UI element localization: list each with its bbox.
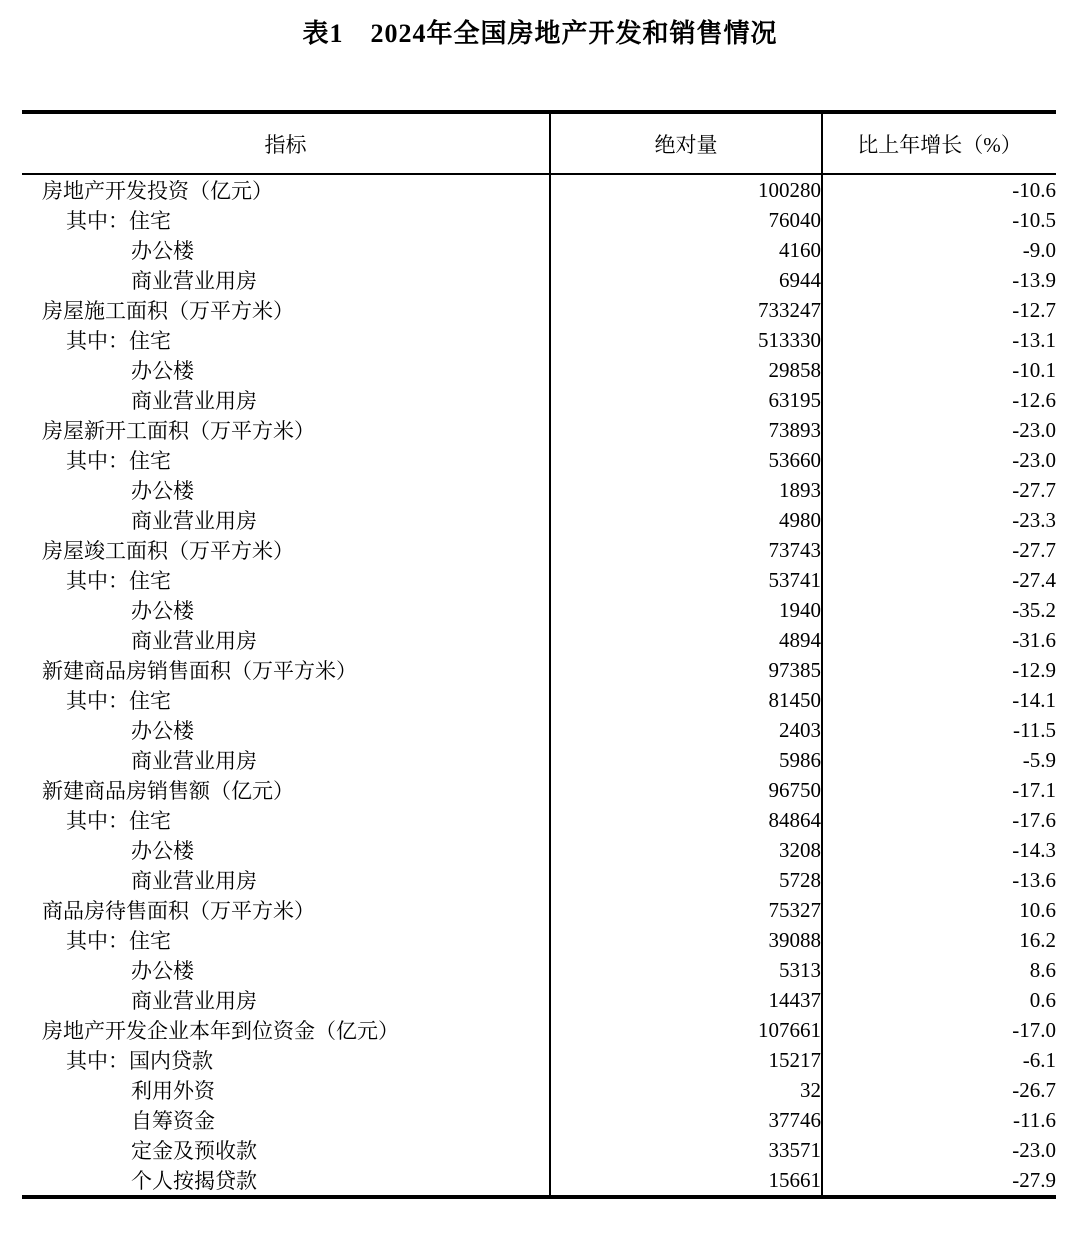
indicator-cell: 商业营业用房 bbox=[131, 989, 257, 1013]
absolute-value-cell: 37746 bbox=[550, 1105, 822, 1135]
table-row bbox=[22, 415, 1056, 445]
header-row bbox=[22, 112, 1056, 174]
absolute-value-cell: 73743 bbox=[550, 535, 822, 565]
absolute-value-cell: 4980 bbox=[550, 505, 822, 535]
growth-value-cell: -23.3 bbox=[822, 505, 1056, 535]
indicator-cell: 自筹资金 bbox=[131, 1109, 215, 1133]
table-body bbox=[22, 174, 1056, 1197]
absolute-value-cell: 39088 bbox=[550, 925, 822, 955]
indicator-cell: 利用外资 bbox=[131, 1079, 215, 1103]
indicator-cell: 其中：住宅 bbox=[66, 209, 171, 233]
table-row bbox=[22, 355, 1056, 385]
table-row bbox=[22, 655, 1056, 685]
table-row bbox=[22, 174, 1056, 205]
indicator-cell: 商业营业用房 bbox=[131, 389, 257, 413]
absolute-value-cell: 5313 bbox=[550, 955, 822, 985]
table-row bbox=[22, 505, 1056, 535]
indicator-cell: 个人按揭贷款 bbox=[131, 1169, 257, 1193]
indicator-cell: 办公楼 bbox=[131, 599, 194, 623]
growth-value-cell: -9.0 bbox=[822, 235, 1056, 265]
growth-value-cell: 0.6 bbox=[822, 985, 1056, 1015]
growth-value-cell: -12.9 bbox=[822, 655, 1056, 685]
indicator-cell: 其中：住宅 bbox=[66, 689, 171, 713]
absolute-value-cell: 33571 bbox=[550, 1135, 822, 1165]
indicator-cell: 其中：住宅 bbox=[66, 329, 171, 353]
absolute-value-cell: 75327 bbox=[550, 895, 822, 925]
table-row bbox=[22, 745, 1056, 775]
indicator-cell: 商品房待售面积（万平方米） bbox=[42, 899, 315, 923]
indicator-cell: 房屋新开工面积（万平方米） bbox=[42, 419, 315, 443]
table-row bbox=[22, 955, 1056, 985]
absolute-value-cell: 5728 bbox=[550, 865, 822, 895]
growth-value-cell: -12.7 bbox=[822, 295, 1056, 325]
table-row bbox=[22, 265, 1056, 295]
absolute-value-cell: 6944 bbox=[550, 265, 822, 295]
absolute-value-cell: 107661 bbox=[550, 1015, 822, 1045]
indicator-cell: 商业营业用房 bbox=[131, 269, 257, 293]
growth-value-cell: -13.9 bbox=[822, 265, 1056, 295]
absolute-value-cell: 4894 bbox=[550, 625, 822, 655]
table-row bbox=[22, 625, 1056, 655]
absolute-value-cell: 4160 bbox=[550, 235, 822, 265]
growth-value-cell: -5.9 bbox=[822, 745, 1056, 775]
growth-value-cell: -17.1 bbox=[822, 775, 1056, 805]
indicator-cell: 定金及预收款 bbox=[131, 1139, 257, 1163]
table-row bbox=[22, 535, 1056, 565]
growth-value-cell: -23.0 bbox=[822, 445, 1056, 475]
table-row bbox=[22, 595, 1056, 625]
indicator-cell: 新建商品房销售额（亿元） bbox=[42, 779, 294, 803]
indicator-cell: 商业营业用房 bbox=[131, 869, 257, 893]
growth-value-cell: -10.6 bbox=[822, 174, 1056, 205]
table-row bbox=[22, 775, 1056, 805]
table-row bbox=[22, 385, 1056, 415]
table-row bbox=[22, 865, 1056, 895]
growth-value-cell: -6.1 bbox=[822, 1045, 1056, 1075]
indicator-cell: 房屋施工面积（万平方米） bbox=[42, 299, 294, 323]
table-row bbox=[22, 1075, 1056, 1105]
growth-value-cell: 8.6 bbox=[822, 955, 1056, 985]
column-header-growth: 比上年增长（%） bbox=[822, 112, 1056, 174]
indicator-cell: 其中：住宅 bbox=[66, 929, 171, 953]
growth-value-cell: -17.6 bbox=[822, 805, 1056, 835]
table-row bbox=[22, 1045, 1056, 1075]
table-row bbox=[22, 445, 1056, 475]
absolute-value-cell: 73893 bbox=[550, 415, 822, 445]
absolute-value-cell: 32 bbox=[550, 1075, 822, 1105]
column-header-indicator: 指标 bbox=[22, 112, 550, 174]
growth-value-cell: -31.6 bbox=[822, 625, 1056, 655]
table-row bbox=[22, 1105, 1056, 1135]
absolute-value-cell: 76040 bbox=[550, 205, 822, 235]
table-row bbox=[22, 325, 1056, 355]
absolute-value-cell: 29858 bbox=[550, 355, 822, 385]
absolute-value-cell: 100280 bbox=[550, 174, 822, 205]
growth-value-cell: -11.6 bbox=[822, 1105, 1056, 1135]
absolute-value-cell: 513330 bbox=[550, 325, 822, 355]
column-header-absolute: 绝对量 bbox=[550, 112, 822, 174]
indicator-cell: 新建商品房销售面积（万平方米） bbox=[42, 659, 357, 683]
absolute-value-cell: 15661 bbox=[550, 1165, 822, 1197]
absolute-value-cell: 53660 bbox=[550, 445, 822, 475]
table-row bbox=[22, 895, 1056, 925]
table-row bbox=[22, 565, 1056, 595]
growth-value-cell: -17.0 bbox=[822, 1015, 1056, 1045]
absolute-value-cell: 5986 bbox=[550, 745, 822, 775]
indicator-cell: 商业营业用房 bbox=[131, 749, 257, 773]
indicator-cell: 办公楼 bbox=[131, 359, 194, 383]
table-row bbox=[22, 925, 1056, 955]
table-row bbox=[22, 805, 1056, 835]
table-row bbox=[22, 985, 1056, 1015]
table-row bbox=[22, 1135, 1056, 1165]
growth-value-cell: -23.0 bbox=[822, 415, 1056, 445]
table-row bbox=[22, 1015, 1056, 1045]
absolute-value-cell: 84864 bbox=[550, 805, 822, 835]
indicator-cell: 其中：住宅 bbox=[66, 569, 171, 593]
growth-value-cell: -27.7 bbox=[822, 535, 1056, 565]
table-row bbox=[22, 715, 1056, 745]
absolute-value-cell: 733247 bbox=[550, 295, 822, 325]
absolute-value-cell: 14437 bbox=[550, 985, 822, 1015]
page-title: 表1 2024年全国房地产开发和销售情况 bbox=[302, 19, 778, 48]
indicator-cell: 房地产开发企业本年到位资金（亿元） bbox=[42, 1019, 399, 1043]
indicator-cell: 其中：住宅 bbox=[66, 809, 171, 833]
table-row bbox=[22, 205, 1056, 235]
indicator-cell: 办公楼 bbox=[131, 959, 194, 983]
growth-value-cell: -14.3 bbox=[822, 835, 1056, 865]
growth-value-cell: -10.5 bbox=[822, 205, 1056, 235]
growth-value-cell: -14.1 bbox=[822, 685, 1056, 715]
indicator-cell: 办公楼 bbox=[131, 479, 194, 503]
real-estate-stats-table bbox=[22, 110, 1056, 1199]
absolute-value-cell: 53741 bbox=[550, 565, 822, 595]
indicator-cell: 办公楼 bbox=[131, 239, 194, 263]
table-row bbox=[22, 295, 1056, 325]
growth-value-cell: -23.0 bbox=[822, 1135, 1056, 1165]
table-row bbox=[22, 685, 1056, 715]
growth-value-cell: -27.7 bbox=[822, 475, 1056, 505]
absolute-value-cell: 3208 bbox=[550, 835, 822, 865]
table-row bbox=[22, 835, 1056, 865]
growth-value-cell: -35.2 bbox=[822, 595, 1056, 625]
table-row bbox=[22, 235, 1056, 265]
growth-value-cell: -13.1 bbox=[822, 325, 1056, 355]
growth-value-cell: -11.5 bbox=[822, 715, 1056, 745]
absolute-value-cell: 97385 bbox=[550, 655, 822, 685]
indicator-cell: 商业营业用房 bbox=[131, 629, 257, 653]
absolute-value-cell: 15217 bbox=[550, 1045, 822, 1075]
indicator-cell: 其中：国内贷款 bbox=[66, 1049, 213, 1073]
indicator-cell: 房地产开发投资（亿元） bbox=[42, 179, 273, 203]
indicator-cell: 商业营业用房 bbox=[131, 509, 257, 533]
growth-value-cell: -10.1 bbox=[822, 355, 1056, 385]
absolute-value-cell: 63195 bbox=[550, 385, 822, 415]
table-row bbox=[22, 1165, 1056, 1197]
indicator-cell: 办公楼 bbox=[131, 839, 194, 863]
absolute-value-cell: 96750 bbox=[550, 775, 822, 805]
absolute-value-cell: 1893 bbox=[550, 475, 822, 505]
growth-value-cell: 16.2 bbox=[822, 925, 1056, 955]
indicator-cell: 其中：住宅 bbox=[66, 449, 171, 473]
growth-value-cell: 10.6 bbox=[822, 895, 1056, 925]
indicator-cell: 办公楼 bbox=[131, 719, 194, 743]
growth-value-cell: -13.6 bbox=[822, 865, 1056, 895]
absolute-value-cell: 1940 bbox=[550, 595, 822, 625]
growth-value-cell: -12.6 bbox=[822, 385, 1056, 415]
absolute-value-cell: 81450 bbox=[550, 685, 822, 715]
growth-value-cell: -26.7 bbox=[822, 1075, 1056, 1105]
absolute-value-cell: 2403 bbox=[550, 715, 822, 745]
indicator-cell: 房屋竣工面积（万平方米） bbox=[42, 539, 294, 563]
growth-value-cell: -27.4 bbox=[822, 565, 1056, 595]
table-row bbox=[22, 475, 1056, 505]
growth-value-cell: -27.9 bbox=[822, 1165, 1056, 1197]
